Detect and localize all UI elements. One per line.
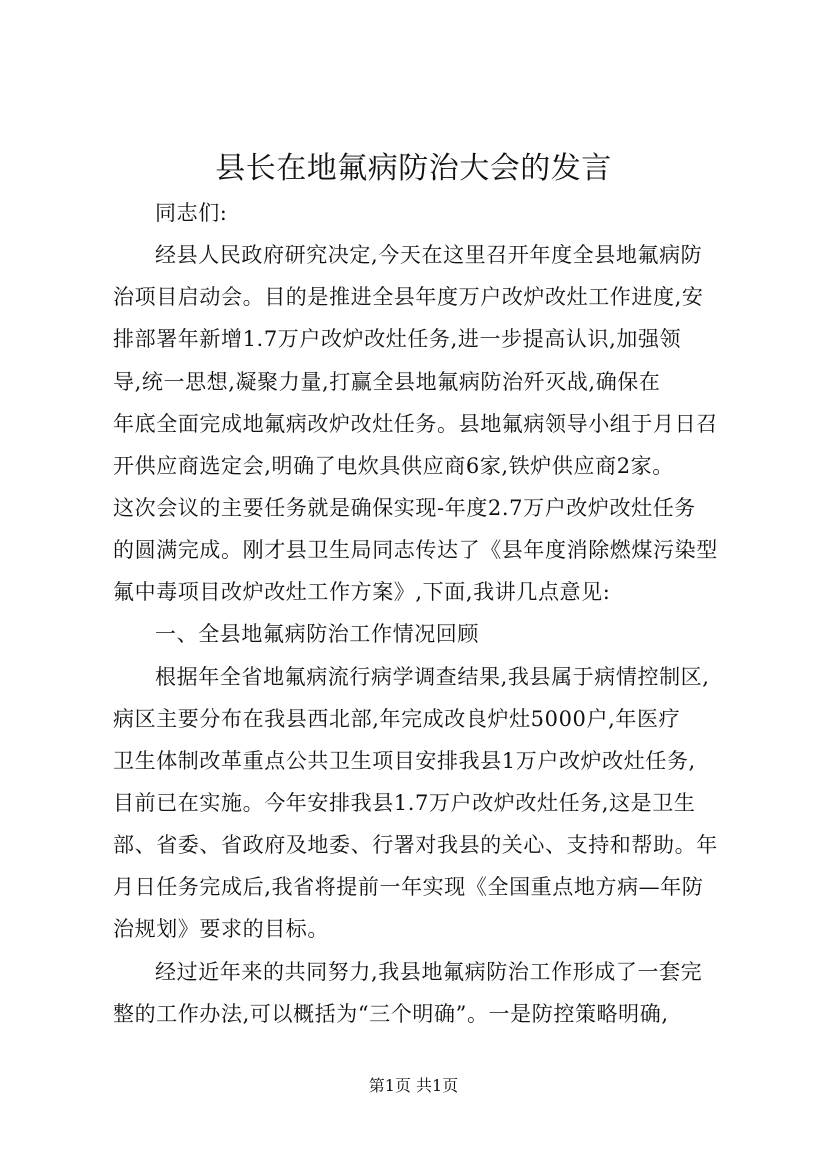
paragraph-line: 导,统一思想,凝聚力量,打赢全县地氟病防治歼灭战,确保在 (113, 370, 661, 394)
document-title: 县长在地氟病防治大会的发言 (215, 151, 612, 186)
section-heading: 一、全县地氟病防治工作情况回顾 (155, 622, 479, 646)
paragraph-line: 治规划》要求的目标。 (113, 917, 329, 941)
paragraph-line: 排部署年新增1.7万户改炉改灶任务,进一步提高认识,加强领 (113, 327, 682, 351)
paragraph-line: 开供应商选定会,明确了电炊具供应商6家,铁炉供应商2家。 (113, 454, 674, 478)
paragraph-line: 氟中毒项目改炉改灶工作方案》,下面,我讲几点意见: (113, 580, 611, 604)
paragraph-line: 部、省委、省政府及地委、行署对我县的关心、支持和帮助。年 (113, 833, 718, 857)
paragraph-line: 治项目启动会。目的是推进全县年度万户改炉改灶工作进度,安 (113, 285, 704, 309)
paragraph-line: 整的工作办法,可以概括为“三个明确”。一是防控策略明确, (113, 1002, 669, 1026)
paragraph-line: 经过近年来的共同努力,我县地氟病防治工作形成了一套完 (155, 960, 703, 984)
page-number-footer: 第1页 共1页 (368, 1076, 459, 1095)
paragraph-line: 根据年全省地氟病流行病学调查结果,我县属于病情控制区, (155, 665, 710, 689)
paragraph-line: 经县人民政府研究决定,今天在这里召开年度全县地氟病防 (155, 243, 703, 267)
paragraph-line: 目前已在实施。今年安排我县1.7万户改炉改灶任务,这是卫生 (113, 791, 696, 815)
paragraph-line: 年底全面完成地氟病改炉改灶任务。县地氟病领导小组于月日召 (113, 412, 718, 436)
paragraph-line: 卫生体制改革重点公共卫生项目安排我县1万户改炉改灶任务, (113, 749, 696, 773)
paragraph-line: 月日任务完成后,我省将提前一年实现《全国重点地方病—年防 (113, 875, 704, 899)
salutation-line: 同志们: (155, 201, 228, 225)
paragraph-line: 病区主要分布在我县西北部,年完成改良炉灶5000户,年医疗 (113, 707, 681, 731)
paragraph-line: 的圆满完成。刚才县卫生局同志传达了《县年度消除燃煤污染型 (113, 538, 718, 562)
paragraph-line: 这次会议的主要任务就是确保实现-年度2.7万户改炉改灶任务 (113, 496, 696, 520)
